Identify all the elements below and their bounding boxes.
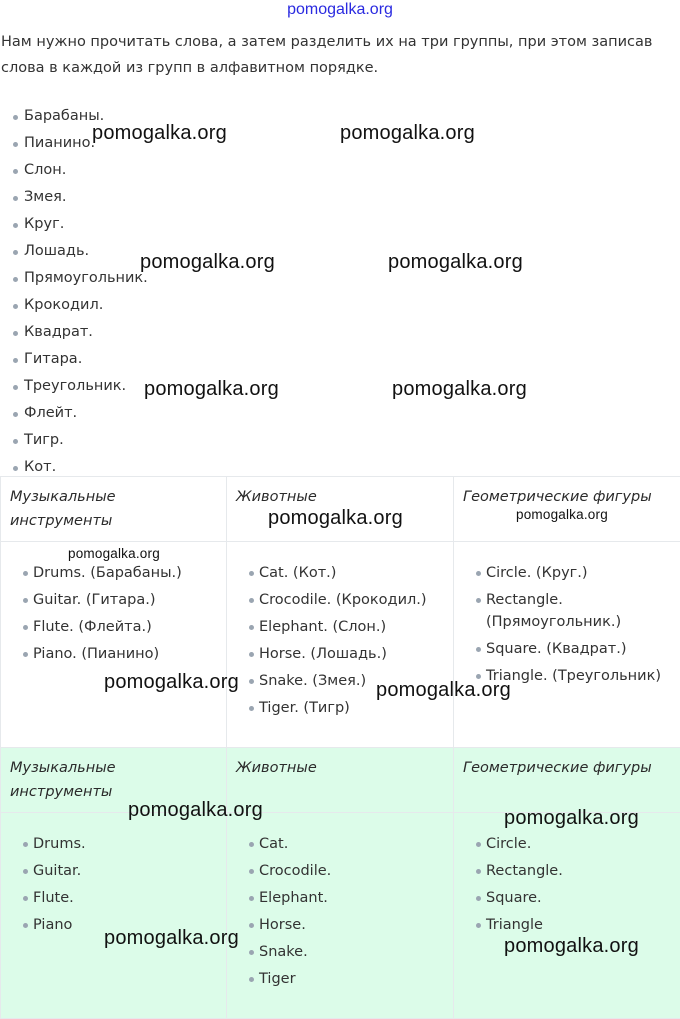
word-list-item: Прямоугольник. — [0, 265, 148, 292]
word-list-item: Лошадь. — [0, 238, 148, 265]
watermark: pomogalka.org — [268, 507, 403, 530]
header-music: Музыкальные инструменты — [1, 477, 226, 533]
word-list-item: Пианино. — [0, 130, 148, 157]
list-item: Flute. — [1, 887, 226, 909]
table-row — [1, 542, 680, 748]
list-item: Circle. — [454, 833, 680, 855]
watermark: pomogalka.org — [388, 251, 523, 274]
table-row — [1, 813, 680, 1019]
header-cell — [454, 748, 680, 813]
watermark: pomogalka.org — [144, 378, 279, 401]
watermark: pomogalka.org — [92, 122, 227, 145]
list-item: Triangle. (Треугольник) — [454, 665, 680, 687]
header-cell — [1, 477, 227, 542]
list-item: Circle. (Круг.) — [454, 562, 680, 584]
list-item: Guitar. — [1, 860, 226, 882]
header-animals: Животные — [227, 477, 453, 509]
word-list-item: Треугольник. — [0, 373, 148, 400]
word-list-item: Флейт. — [0, 400, 148, 427]
header-shapes: Геометрические фигуры — [454, 477, 680, 509]
list-item: Tiger. (Тигр) — [227, 697, 453, 719]
list-item: Crocodile. (Крокодил.) — [227, 589, 453, 611]
watermark: pomogalka.org — [504, 807, 639, 830]
music-cell — [1, 813, 227, 1019]
shapes-cell — [454, 542, 680, 748]
animals-cell — [227, 542, 454, 748]
music-list — [1, 813, 226, 936]
watermark: pomogalka.org — [68, 546, 160, 561]
list-item: Crocodile. — [227, 860, 453, 882]
list-item: Rectangle. (Прямоугольник.) — [454, 589, 680, 633]
list-item: Piano. (Пианино) — [1, 643, 226, 665]
word-list-item: Круг. — [0, 211, 148, 238]
list-item: Snake. — [227, 941, 453, 963]
list-item: Guitar. (Гитара.) — [1, 589, 226, 611]
list-item: Piano — [1, 914, 226, 936]
word-list-item: Крокодил. — [0, 292, 148, 319]
watermark: pomogalka.org — [104, 671, 239, 694]
list-item: Triangle — [454, 914, 680, 936]
shapes-list — [454, 542, 680, 687]
list-item: Drums. — [1, 833, 226, 855]
watermark: pomogalka.org — [376, 679, 511, 702]
header-animals: Животные — [227, 748, 453, 780]
watermark: pomogalka.org — [392, 378, 527, 401]
watermark: pomogalka.org — [516, 507, 608, 522]
list-item: Snake. (Змея.) — [227, 670, 453, 692]
music-cell — [1, 542, 227, 748]
list-item: Tiger — [227, 968, 453, 990]
answer-table — [0, 747, 680, 1019]
list-item: Cat. (Кот.) — [227, 562, 453, 584]
list-item: Rectangle. — [454, 860, 680, 882]
list-item: Square. — [454, 887, 680, 909]
shapes-cell — [454, 813, 680, 1019]
task-intro-text: Нам нужно прочитать слова, а затем разделить их на три группы, при этом записав слова в каждой из групп в алфавитном порядке. — [1, 29, 671, 81]
list-item: Elephant. (Слон.) — [227, 616, 453, 638]
watermark: pomogalka.org — [128, 799, 263, 822]
animals-cell — [227, 813, 454, 1019]
table-header-row — [1, 748, 680, 813]
word-list-item: Барабаны. — [0, 103, 148, 130]
word-list-item: Змея. — [0, 184, 148, 211]
watermark: pomogalka.org — [340, 122, 475, 145]
watermark: pomogalka.org — [504, 935, 639, 958]
watermark: pomogalka.org — [140, 251, 275, 274]
list-item: Elephant. — [227, 887, 453, 909]
list-item: Horse. — [227, 914, 453, 936]
header-shapes: Геометрические фигуры — [454, 748, 680, 780]
animals-list — [227, 813, 453, 990]
word-list-item: Кот. — [0, 454, 148, 481]
word-list-item: Тигр. — [0, 427, 148, 454]
list-item: Flute. (Флейта.) — [1, 616, 226, 638]
list-item: Horse. (Лошадь.) — [227, 643, 453, 665]
site-logo-mark: pomogalka.org — [0, 1, 680, 19]
shapes-list — [454, 813, 680, 936]
list-item: Drums. (Барабаны.) — [1, 562, 226, 584]
list-item: Square. (Квадрат.) — [454, 638, 680, 660]
word-list-item: Гитара. — [0, 346, 148, 373]
word-list-item: Квадрат. — [0, 319, 148, 346]
watermark: pomogalka.org — [104, 927, 239, 950]
header-music: Музыкальные инструменты — [1, 748, 226, 804]
word-list-item: Слон. — [0, 157, 148, 184]
word-list — [0, 103, 148, 481]
list-item: Cat. — [227, 833, 453, 855]
